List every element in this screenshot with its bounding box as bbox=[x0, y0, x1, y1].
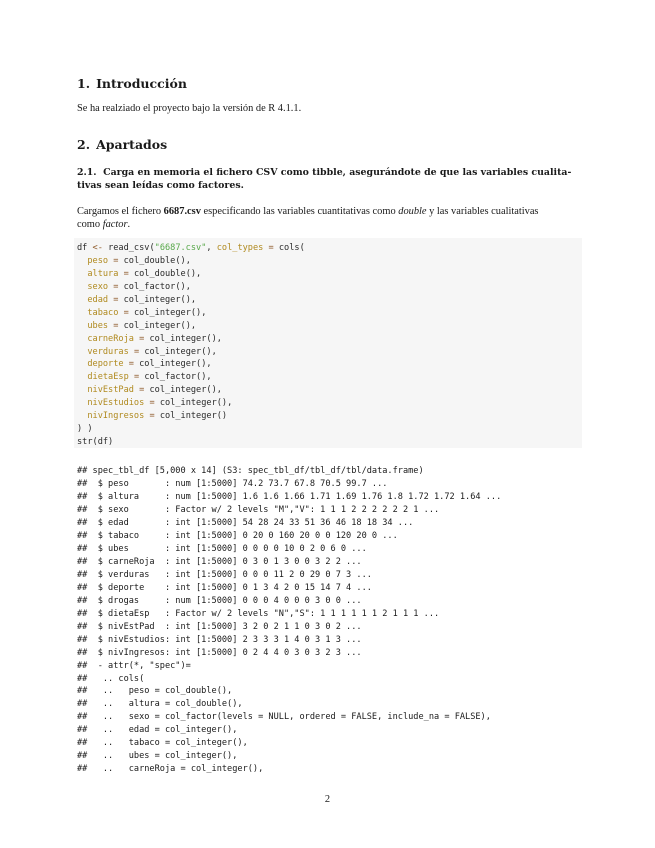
output-line: ## .. edad = col_integer(), bbox=[77, 725, 238, 736]
r-code-block bbox=[77, 242, 305, 449]
output-line: ## .. cols( bbox=[77, 673, 145, 684]
code-token bbox=[77, 321, 87, 331]
code-token: = bbox=[113, 255, 119, 266]
code-token bbox=[77, 308, 87, 318]
page-number: 2 bbox=[324, 794, 331, 805]
output-line: ## .. peso = col_double(), bbox=[77, 686, 233, 697]
code-line bbox=[77, 255, 305, 268]
code-token: = bbox=[128, 359, 134, 370]
code-token: = bbox=[123, 268, 129, 279]
output-line: ## $ drogas : num [1:5000] 0 0 0 4 0 0 0 3 0 0 ... bbox=[77, 595, 362, 606]
code-token: = bbox=[139, 333, 145, 344]
code-token bbox=[77, 398, 87, 408]
code-token: col_double(), bbox=[118, 255, 191, 266]
code-line bbox=[77, 294, 305, 307]
output-line: ## .. carneRoja = col_integer(), bbox=[77, 764, 264, 775]
code-token: ) ) bbox=[77, 424, 93, 435]
code-token: col_integer(), bbox=[144, 333, 222, 344]
subsection-number: 2.1. bbox=[77, 167, 97, 178]
console-output-block bbox=[77, 465, 501, 776]
output-line: ## $ verduras : int [1:5000] 0 0 0 11 2 0 29 0 7 3 ... bbox=[77, 569, 372, 580]
code-token bbox=[77, 295, 87, 305]
output-line: ## $ nivEstudios: int [1:5000] 2 3 3 3 1 4 0 3 1 3 ... bbox=[77, 634, 362, 645]
code-token: = bbox=[149, 411, 155, 422]
code-line bbox=[77, 346, 305, 359]
code-token: verduras bbox=[87, 346, 129, 357]
code-token bbox=[77, 359, 87, 369]
code-token bbox=[77, 372, 87, 382]
code-token: col_double(), bbox=[128, 268, 202, 279]
code-token: = bbox=[113, 281, 119, 292]
code-token bbox=[77, 347, 87, 357]
section-heading-introduccion bbox=[77, 76, 187, 91]
code-token: peso bbox=[87, 255, 109, 266]
code-line bbox=[77, 397, 305, 410]
code-token: sexo bbox=[87, 281, 109, 292]
output-line: ## $ edad : int [1:5000] 54 28 24 33 51 36 46 18 18 34 ... bbox=[77, 517, 414, 528]
code-line bbox=[77, 384, 305, 397]
output-line: ## .. ubes = col_integer(), bbox=[77, 751, 238, 762]
subsection-title: Carga en memoria el fichero CSV como tibble, asegurándote de que las variables cualita- bbox=[103, 167, 572, 178]
code-line bbox=[77, 242, 305, 255]
code-token: = bbox=[149, 398, 155, 409]
code-token: col_integer() bbox=[154, 411, 228, 422]
emphasis-factor: factor bbox=[102, 219, 128, 230]
section-number: 1. bbox=[77, 76, 91, 91]
code-token: = bbox=[113, 320, 119, 331]
code-token: edad bbox=[87, 294, 109, 305]
emphasis-double: double bbox=[398, 206, 427, 217]
code-token bbox=[77, 269, 87, 279]
code-line bbox=[77, 333, 305, 346]
section-title: Apartados bbox=[96, 137, 168, 152]
output-line: ## $ carneRoja : int [1:5000] 0 3 0 1 3 0 0 3 2 2 ... bbox=[77, 556, 362, 567]
code-token: col_integer(), bbox=[128, 307, 207, 318]
code-token: col_integer(), bbox=[133, 359, 212, 370]
intro-paragraph-line-2 bbox=[77, 218, 582, 231]
section-number: 2. bbox=[77, 137, 91, 152]
subsection-heading bbox=[77, 166, 582, 192]
code-token: nivEstudios bbox=[87, 398, 145, 409]
output-line: ## $ deporte : int [1:5000] 0 1 3 4 2 0 15 14 7 4 ... bbox=[77, 582, 372, 593]
code-line bbox=[77, 423, 305, 436]
code-token: = bbox=[139, 385, 145, 396]
code-token: = bbox=[113, 294, 119, 305]
code-token: col_integer(), bbox=[144, 385, 222, 396]
output-line: ## $ sexo : Factor w/ 2 levels "M","V": 1 1 1 2 2 2 2 2 2 1 ... bbox=[77, 504, 440, 515]
text-run: y las variables cualitativas bbox=[426, 206, 539, 217]
code-token: deporte bbox=[87, 359, 124, 370]
code-token: col_factor(), bbox=[118, 281, 191, 292]
code-token bbox=[77, 282, 87, 292]
output-line: ## .. sexo = col_factor(levels = NULL, ordered = FALSE, include_na = FALSE), bbox=[77, 712, 491, 723]
code-token bbox=[77, 411, 87, 421]
code-token: df bbox=[77, 243, 93, 253]
code-token: col_types bbox=[216, 243, 264, 253]
code-token: col_integer(), bbox=[154, 398, 233, 409]
code-line bbox=[77, 410, 305, 423]
subsection-title-line-2: tivas sean leídas como factores. bbox=[77, 180, 244, 191]
code-token: = bbox=[123, 307, 129, 318]
code-token: read_csv( bbox=[102, 243, 155, 253]
code-token: = bbox=[268, 243, 274, 253]
code-token: tabaco bbox=[87, 307, 119, 318]
code-line bbox=[77, 281, 305, 294]
code-token: "6687.csv" bbox=[154, 243, 207, 253]
introduccion-paragraph: Se ha realziado el proyecto bajo la versión de R 4.1.1. bbox=[77, 103, 302, 114]
code-line bbox=[77, 320, 305, 333]
code-token: = bbox=[133, 372, 140, 383]
section-title: Introducción bbox=[96, 76, 187, 91]
output-line: ## $ nivEstPad : int [1:5000] 3 2 0 2 1 1 0 3 0 2 ... bbox=[77, 621, 362, 632]
code-line bbox=[77, 307, 305, 320]
output-line: ## - attr(*, "spec")= bbox=[77, 660, 191, 671]
code-token: col_integer(), bbox=[118, 294, 197, 305]
text-run: Cargamos el fichero bbox=[77, 206, 164, 217]
intro-paragraph-line-1 bbox=[77, 205, 582, 218]
code-token: nivIngresos bbox=[87, 411, 145, 422]
code-token: str(df) bbox=[77, 437, 114, 448]
output-line: ## .. tabaco = col_integer(), bbox=[77, 738, 248, 749]
code-line bbox=[77, 268, 305, 281]
code-token bbox=[77, 334, 87, 344]
code-token: col_factor(), bbox=[139, 372, 212, 383]
code-token bbox=[77, 385, 87, 395]
code-line bbox=[77, 436, 305, 449]
output-line: ## spec_tbl_df [5,000 x 14] (S3: spec_tbl_df/tbl_df/tbl/data.frame) bbox=[77, 466, 424, 476]
code-line bbox=[77, 358, 305, 371]
code-token: , bbox=[206, 243, 217, 253]
output-line: ## $ altura : num [1:5000] 1.6 1.6 1.66 1.71 1.69 1.76 1.8 1.72 1.72 1.64 ... bbox=[77, 491, 502, 502]
output-line: ## $ tabaco : int [1:5000] 0 20 0 160 20 0 0 120 20 0 ... bbox=[77, 530, 398, 541]
text-run: como bbox=[77, 219, 103, 230]
code-token: <- bbox=[92, 243, 103, 253]
text-run: . bbox=[127, 219, 131, 230]
code-token: col_integer(), bbox=[139, 346, 217, 357]
code-line bbox=[77, 371, 305, 384]
output-line: ## $ nivIngresos: int [1:5000] 0 2 4 4 0 3 0 3 2 3 ... bbox=[77, 647, 362, 658]
code-token: = bbox=[133, 346, 140, 357]
filename: 6687.csv bbox=[163, 206, 201, 217]
section-heading-apartados bbox=[77, 137, 167, 152]
code-token: nivEstPad bbox=[87, 385, 134, 396]
intro-paragraph bbox=[77, 205, 582, 231]
output-line: ## $ peso : num [1:5000] 74.2 73.7 67.8 70.5 99.7 ... bbox=[77, 478, 388, 489]
output-line: ## $ ubes : int [1:5000] 0 0 0 0 10 0 2 0 6 0 ... bbox=[77, 543, 367, 554]
code-token: altura bbox=[87, 268, 119, 279]
code-token bbox=[77, 256, 87, 266]
code-token: carneRoja bbox=[87, 333, 134, 344]
output-line: ## $ dietaEsp : Factor w/ 2 levels "N","S": 1 1 1 1 1 1 2 1 1 1 ... bbox=[77, 608, 440, 619]
code-token: col_integer(), bbox=[118, 320, 197, 331]
output-line: ## .. altura = col_double(), bbox=[77, 699, 243, 710]
subsection-title-line-1 bbox=[77, 166, 582, 179]
text-run: especificando las variables cuantitativas como bbox=[200, 206, 399, 217]
code-token: cols( bbox=[273, 243, 305, 253]
code-token: ubes bbox=[87, 320, 109, 331]
code-token: dietaEsp bbox=[87, 372, 129, 383]
